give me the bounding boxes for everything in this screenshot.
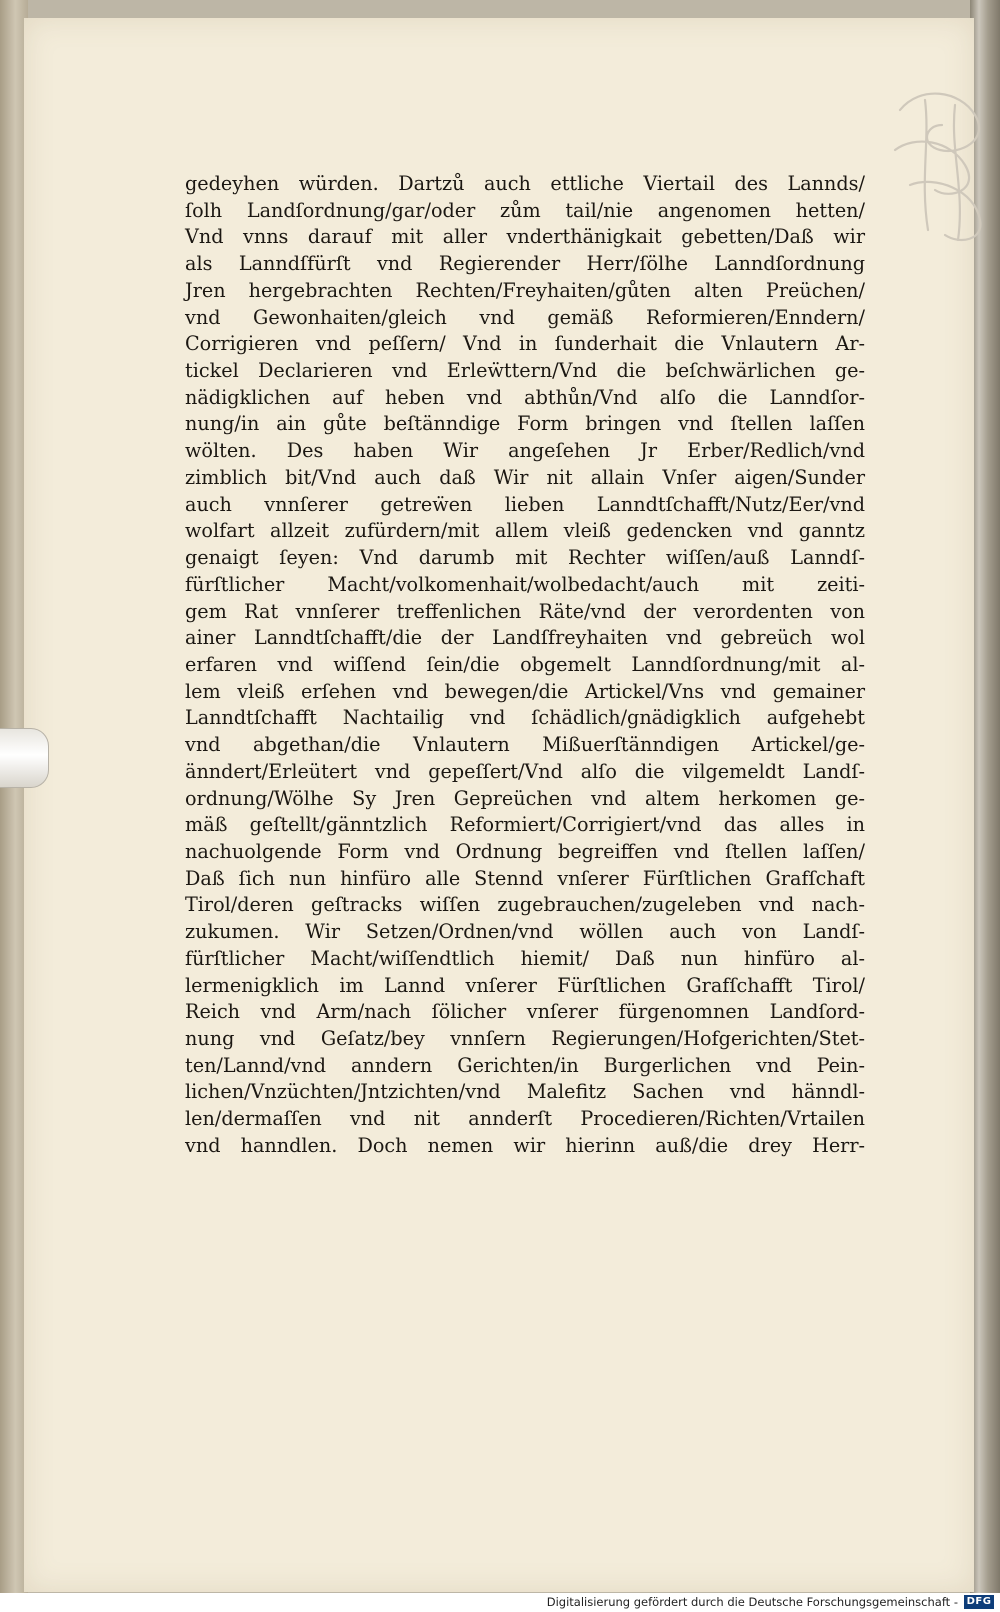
funding-credit: Digitalisierung gefördert durch die Deutsche Forschungsgemeinschaft - — [546, 1595, 958, 1609]
text-line: wolfart allzeit zufürdern/mit allem vleiß gedencken vnd ganntz — [185, 519, 865, 543]
text-line: fürſtlicher Macht/volkomenhait/wolbedacht/auch mit zeiti- — [185, 572, 865, 596]
footer-bar — [0, 1593, 1000, 1612]
watermark-ornament — [880, 80, 1000, 250]
text-line: nung/in ain gůte beſtänndige Form bringen vnd ſtellen laſſen — [185, 412, 865, 436]
text-line: nachuolgende Form vnd Ordnung begreiffen vnd ſtellen laſſen/ — [185, 839, 865, 863]
paper-clip-tab — [0, 728, 49, 788]
text-line: fürſtlicher Macht/wiſſendtlich hiemit/ Daß nun hinfüro al- — [185, 946, 865, 970]
text-line: gedeyhen würden. Dartzů auch ettliche Viertail des Lannds/ — [185, 172, 865, 195]
text-line: Lanndtſchafft Nachtailig vnd ſchädlich/gnädigklich aufgehebt — [185, 706, 865, 730]
text-line: vnd Gewonhaiten/gleich vnd gemäß Reformieren/Enndern/ — [185, 305, 865, 329]
text-line: lichen/Vnzüchten/Jntzichten/vnd Malefitz Sachen vnd hänndl- — [185, 1080, 865, 1104]
text-line: nung vnd Geſatz/bey vnnſern Regierungen/Hofgerichten/Stet- — [185, 1027, 865, 1050]
text-line: Tirol/deren geſtracks wiſſen zugebrauchen/zugeleben vnd nach- — [185, 893, 865, 917]
text-line: auch vnnſerer getreẅen lieben Lanndtſchafft/Nutz/Eer/vnd — [185, 492, 865, 516]
text-line: tickel Declarieren vnd Erleẅttern/Vnd die beſchwärlichen ge- — [185, 359, 865, 383]
text-line: als Lanndſfürſt vnd Regierender Herr/ſölhe Lanndſordnung — [185, 252, 865, 276]
text-line: lermenigklich im Lannd vnſerer Fürſtlichen Grafſchafft Tirol/ — [185, 973, 865, 997]
text-line: Daß ſich nun hinfüro alle Stennd vnſerer Fürſtlichen Grafſchaft — [185, 866, 865, 890]
text-line: vnd abgethan/die Vnlautern Mißuerſtänndigen Artickel/ge- — [185, 733, 865, 757]
text-line: Jren hergebrachten Rechten/Freyhaiten/gůten alten Preüchen/ — [185, 278, 865, 302]
text-line: wölten. Des haben Wir angeſehen Jr Erber/Redlich/vnd — [185, 439, 865, 463]
text-line: len/dermaſſen vnd nit annderſt Procedieren/Richten/Vrtailen — [185, 1107, 865, 1131]
text-line: ſolh Landſordnung/gar/oder zům tail/nie angenomen hetten/ — [185, 198, 865, 222]
text-line: Reich vnd Arm/nach ſölicher vnſerer fürgenomnen Landſord- — [185, 1000, 865, 1024]
text-line: erfaren vnd wiſſend ſein/die obgemelt Lanndſordnung/mit al- — [185, 652, 865, 676]
text-line: mäß geſtellt/gänntzlich Reformiert/Corrigiert/vnd das alles in — [185, 813, 865, 837]
text-line: nädigklichen auf heben vnd abthůn/Vnd alſo die Lanndſor- — [185, 385, 865, 409]
text-line: Corrigieren vnd peſſern/ Vnd in ſunderhait die Vnlautern Ar- — [185, 332, 865, 356]
text-line: vnd hanndlen. Doch nemen wir hierinn auß/die drey Herr- — [185, 1133, 865, 1157]
text-line: ainer Lanndtſchafft/die der Landſfreyhaiten vnd gebreüch wol — [185, 626, 865, 650]
text-line: lem vleiß erſehen vnd bewegen/die Artickel/Vns vnd gemainer — [185, 679, 865, 703]
dfg-logo-icon: DFG — [964, 1595, 994, 1609]
body-text — [185, 171, 865, 1160]
text-line: genaigt ſeyen: Vnd darumb mit Rechter wiſſen/auß Lanndſ- — [185, 546, 865, 570]
text-line: zukumen. Wir Setzen/Ordnen/vnd wöllen auch von Landſ- — [185, 920, 865, 944]
text-line: ordnung/Wölhe Sy Jren Gepreüchen vnd altem herkomen ge- — [185, 786, 865, 810]
text-line: Vnd vnns darauf mit aller vnderthänigkait gebetten/Daß wir — [185, 225, 865, 249]
text-line: zimblich bit/Vnd auch daß Wir nit allain Vnſer aigen/Sunder — [185, 465, 865, 489]
text-line: ten/Lannd/vnd anndern Gerichten/in Burgerlichen vnd Pein- — [185, 1053, 865, 1077]
text-line: gem Rat vnnſerer treffenlichen Räte/vnd der verordenten von — [185, 599, 865, 623]
text-line: änndert/Erleütert vnd gepeſſert/Vnd alſo die vilgemeldt Landſ- — [185, 759, 865, 783]
